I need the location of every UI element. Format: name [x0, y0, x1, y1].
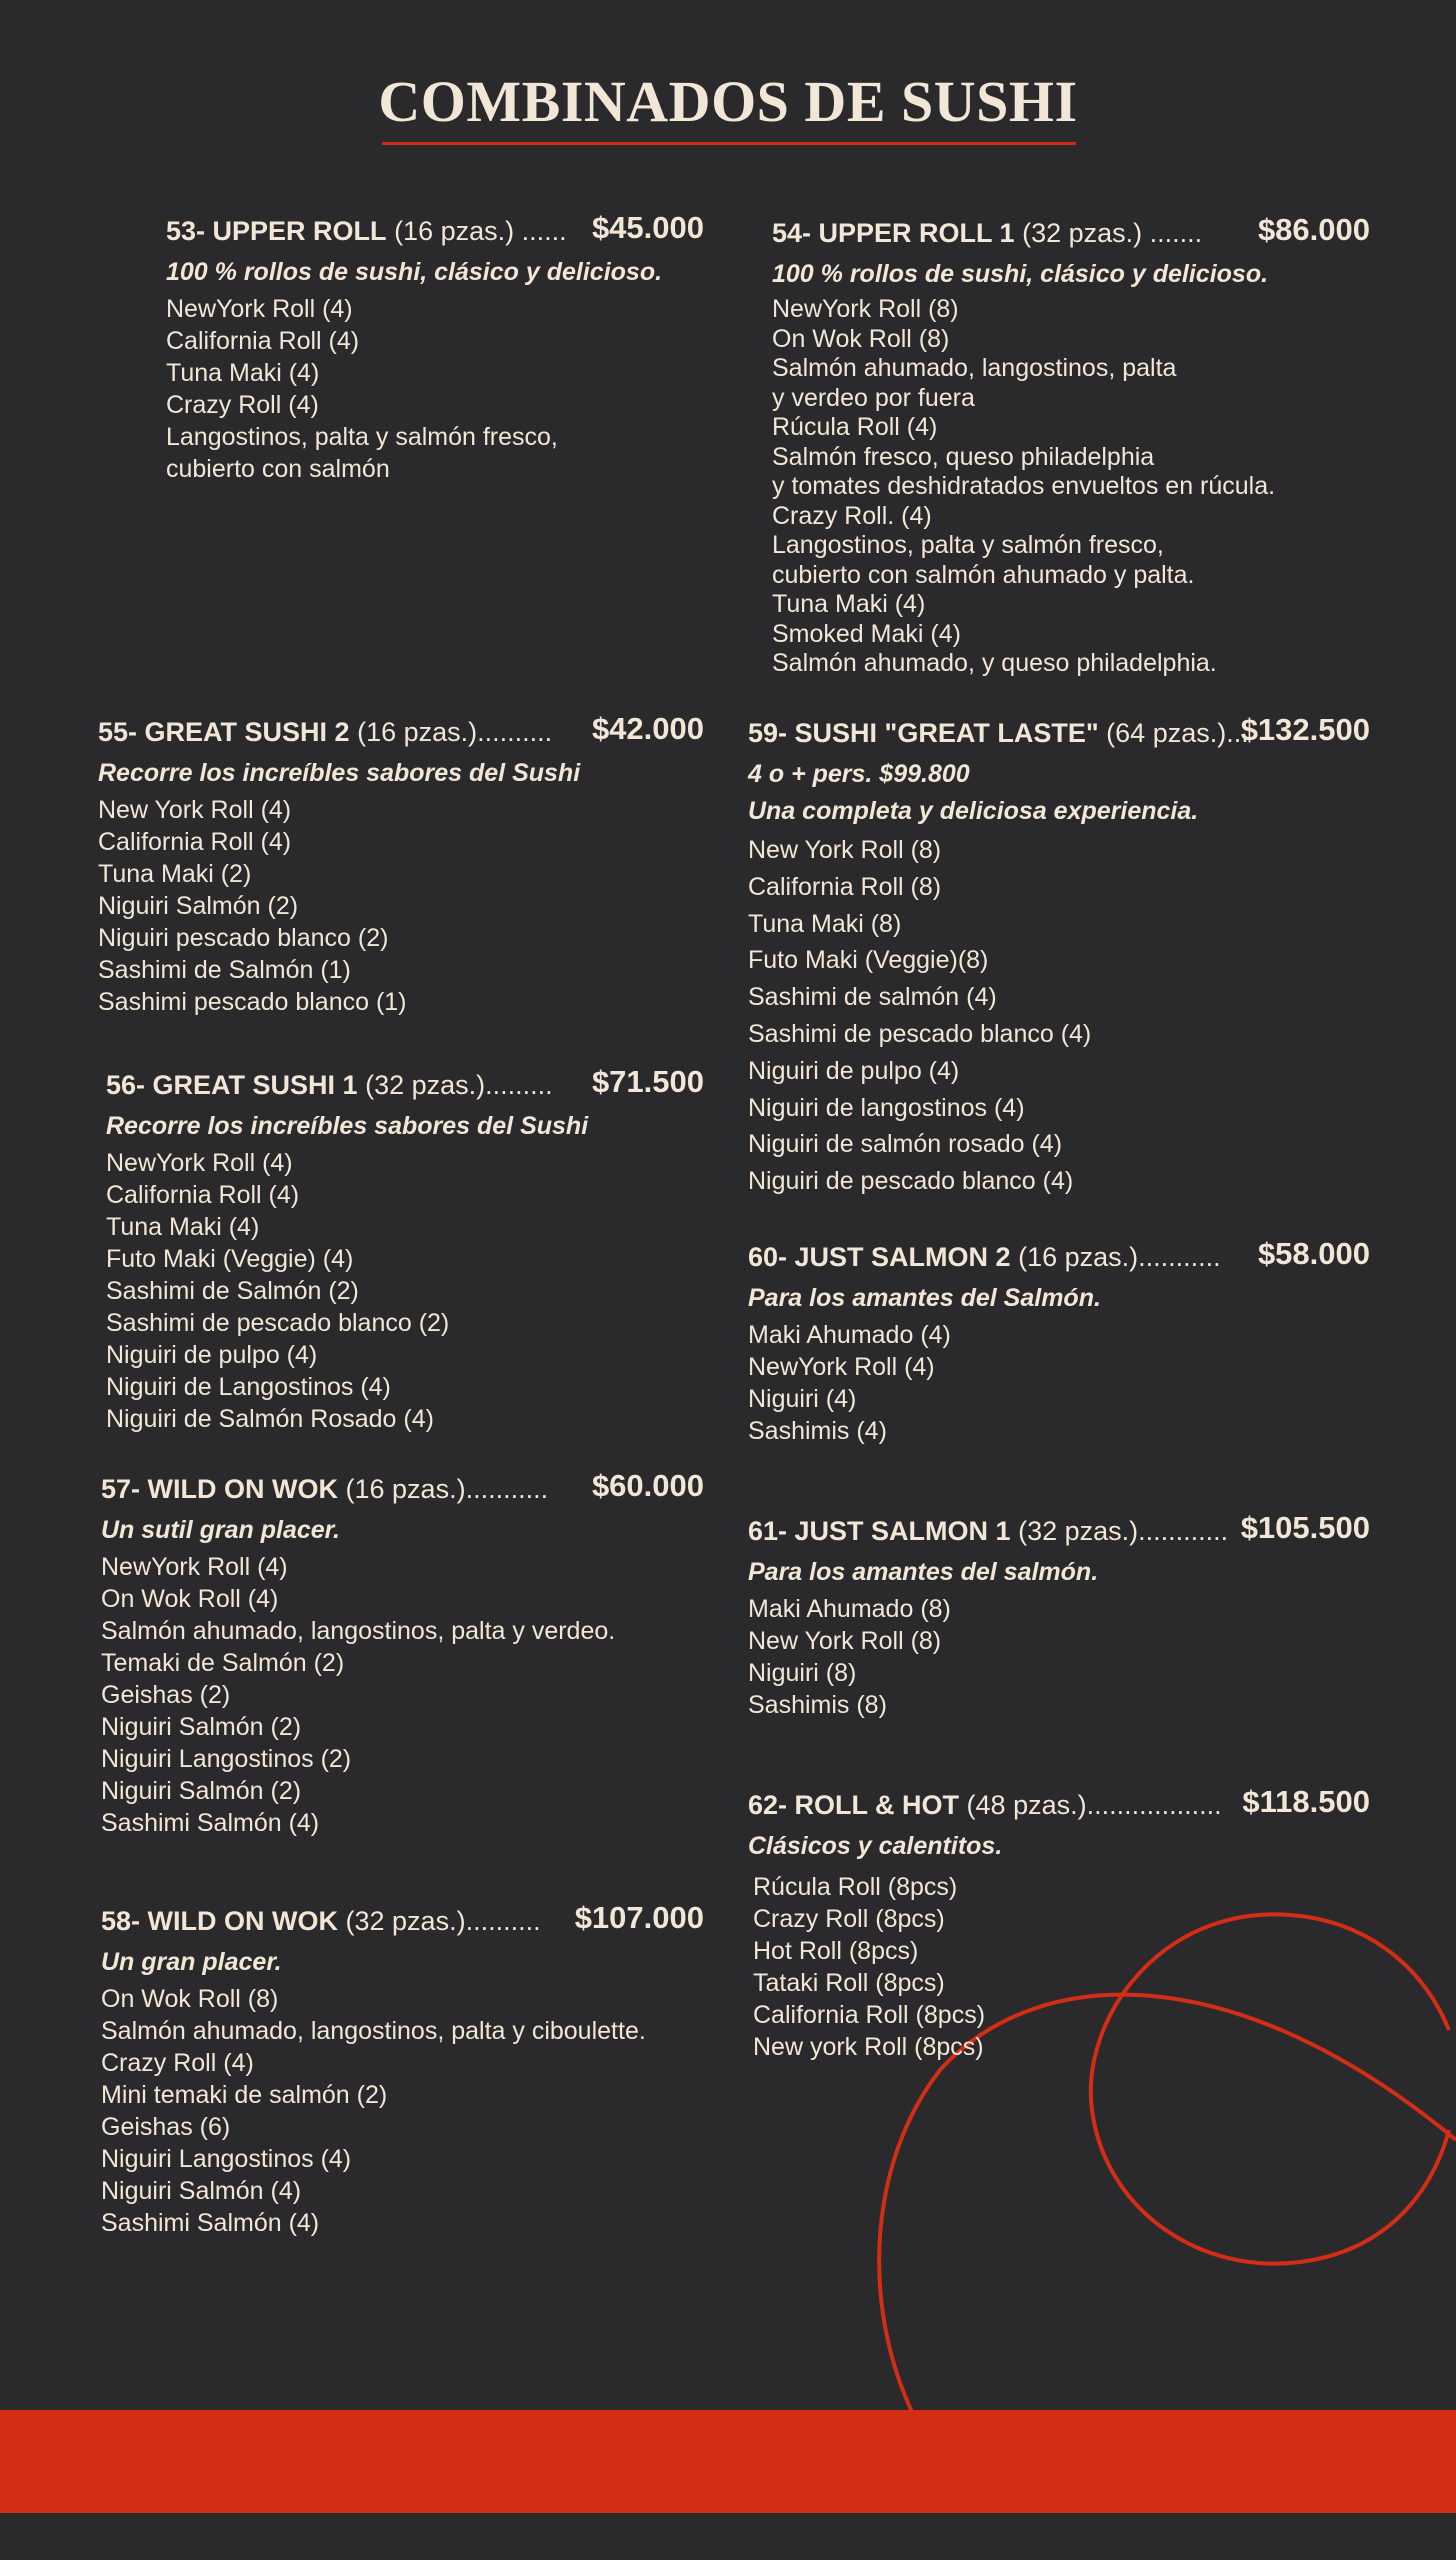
item-name: 56- GREAT SUSHI 1 [106, 1070, 358, 1100]
list-item: Crazy Roll. (4) [772, 501, 932, 530]
list-item: Crazy Roll (8pcs) [753, 1905, 945, 1933]
list-item: On Wok Roll (8) [772, 324, 950, 353]
list-item: Salmón ahumado, langostinos, palta [772, 354, 1177, 382]
item-pieces: (32 pzas.)......... [365, 1070, 553, 1100]
list-item: Rúcula Roll (4) [772, 413, 938, 441]
list-item: cubierto con salmón ahumado y palta. [772, 560, 1195, 589]
item-subtitle: 4 o + pers. $99.800 [748, 760, 970, 788]
list-item: Niguiri de Langostinos (4) [106, 1373, 391, 1401]
item-pieces: (32 pzas.).......... [345, 1906, 541, 1936]
list-item: Sashimi Salmón (4) [101, 2209, 320, 2237]
item-name: 60- JUST SALMON 2 [748, 1242, 1011, 1272]
list-item: Salmón fresco, queso philadelphia [772, 442, 1155, 471]
list-item: Salmón ahumado, langostinos, palta y ciboulette. [101, 2017, 646, 2045]
item-contents [98, 794, 704, 1018]
list-item: Niguiri de pulpo (4) [106, 1341, 318, 1369]
item-price: $105.500 [1240, 1510, 1370, 1545]
list-item: Tuna Maki (4) [106, 1213, 260, 1241]
list-item: Maki Ahumado (4) [748, 1321, 951, 1349]
list-item: Salmón ahumado, y queso philadelphia. [772, 649, 1217, 677]
item-pieces: (16 pzas.)........... [1018, 1242, 1221, 1272]
list-item: Geishas (6) [101, 2113, 231, 2141]
item-pieces: (48 pzas.).................. [966, 1790, 1222, 1820]
list-item: Sashimis (8) [748, 1691, 887, 1719]
list-item: Niguiri Langostinos (2) [101, 1745, 352, 1773]
list-item: On Wok Roll (4) [101, 1585, 279, 1613]
list-item: Tataki Roll (8pcs) [753, 1969, 945, 1997]
list-item: California Roll (4) [166, 327, 360, 355]
list-item: California Roll (8) [748, 872, 942, 901]
list-item: Tuna Maki (4) [166, 359, 320, 387]
item-price: $45.000 [591, 210, 704, 245]
list-item: Niguiri (4) [748, 1385, 857, 1413]
list-item: Sashimis (4) [748, 1417, 887, 1445]
list-item: Crazy Roll (4) [101, 2049, 254, 2077]
list-item: NewYork Roll (8) [772, 295, 959, 323]
item-subtitle: Clásicos y calentitos. [748, 1832, 1003, 1860]
item-name: 62- ROLL & HOT [748, 1790, 960, 1820]
item-price: $60.000 [591, 1468, 704, 1503]
item-pieces: (16 pzas.) ...... [394, 216, 567, 246]
combo-54 [772, 212, 1370, 679]
list-item: Crazy Roll (4) [166, 391, 319, 419]
list-item: Sashimi de Salmón (2) [106, 1277, 359, 1305]
item-contents [748, 1593, 1370, 1721]
list-item: New york Roll (8pcs) [753, 2033, 984, 2061]
item-contents [772, 295, 1370, 679]
combo-56 [106, 1064, 704, 1435]
item-contents [166, 293, 704, 485]
list-item: Niguiri pescado blanco (2) [98, 924, 389, 952]
list-item: Sashimi de pescado blanco (4) [748, 1019, 1092, 1048]
item-subtitle: Para los amantes del Salmón. [748, 1284, 1101, 1312]
item-name: 55- GREAT SUSHI 2 [98, 717, 350, 747]
list-item: Niguiri de pescado blanco (4) [748, 1167, 1074, 1196]
list-item: Futo Maki (Veggie) (4) [106, 1245, 354, 1273]
list-item: Langostinos, palta y salmón fresco, [166, 423, 558, 451]
item-price: $71.500 [591, 1064, 704, 1099]
list-item: Tuna Maki (2) [98, 860, 252, 888]
combo-62 [748, 1784, 1370, 2063]
list-item: y tomates deshidratados envueltos en rúcula. [772, 472, 1276, 500]
list-item: Niguiri (8) [748, 1659, 857, 1687]
combo-58 [101, 1900, 704, 2239]
list-item: Niguiri de Salmón Rosado (4) [106, 1405, 434, 1433]
list-item: California Roll (4) [98, 828, 292, 856]
list-item: Tuna Maki (4) [772, 590, 926, 618]
item-name: 53- UPPER ROLL [166, 216, 387, 246]
item-subtitle: Recorre los increíbles sabores del Sushi [106, 1112, 589, 1140]
list-item: Sashimi de pescado blanco (2) [106, 1309, 450, 1337]
item-subtitle: Recorre los increíbles sabores del Sushi [98, 759, 581, 787]
combo-61 [748, 1510, 1370, 1721]
list-item: y verdeo por fuera [772, 383, 975, 412]
list-item: Smoked Maki (4) [772, 619, 961, 648]
item-pieces: (32 pzas.) ....... [1022, 218, 1203, 248]
list-item: Niguiri de salmón rosado (4) [748, 1130, 1063, 1159]
list-item: California Roll (4) [106, 1181, 300, 1209]
list-item: Rúcula Roll (8pcs) [753, 1873, 958, 1901]
item-contents [748, 1319, 1370, 1447]
list-item: New York Roll (8) [748, 1627, 942, 1655]
list-item: NewYork Roll (4) [166, 295, 353, 323]
list-item: NewYork Roll (4) [106, 1149, 293, 1177]
item-name: 61- JUST SALMON 1 [748, 1516, 1011, 1546]
list-item: Niguiri Salmón (2) [101, 1713, 302, 1741]
item-name: 57- WILD ON WOK [101, 1474, 338, 1504]
list-item: Niguiri Salmón (4) [101, 2177, 302, 2205]
list-item: Sashimi pescado blanco (1) [98, 988, 407, 1016]
list-item: NewYork Roll (4) [748, 1353, 935, 1381]
item-pieces: (16 pzas.).......... [357, 717, 553, 747]
combo-60 [748, 1236, 1370, 1447]
item-price: $132.500 [1240, 712, 1370, 747]
combo-53 [166, 210, 704, 485]
list-item: Sashimi Salmón (4) [101, 1809, 320, 1837]
item-name: 59- SUSHI "GREAT LASTE" [748, 718, 1099, 748]
combo-59 [748, 712, 1370, 1200]
item-contents [101, 1551, 704, 1839]
list-item: NewYork Roll (4) [101, 1553, 288, 1581]
list-item: Niguiri Salmón (2) [98, 892, 299, 920]
footer-band [0, 2410, 1456, 2513]
item-price: $107.000 [574, 1900, 704, 1935]
list-item: Salmón ahumado, langostinos, palta y verdeo. [101, 1617, 616, 1645]
list-item: New York Roll (8) [748, 836, 942, 864]
item-subtitle: Un gran placer. [101, 1948, 282, 1976]
list-item: New York Roll (4) [98, 796, 292, 824]
list-item: Sashimi de salmón (4) [748, 983, 997, 1012]
list-item: Geishas (2) [101, 1681, 231, 1709]
item-contents [748, 1871, 1370, 2063]
list-item: Langostinos, palta y salmón fresco, [772, 531, 1164, 559]
item-pieces: (32 pzas.)............ [1018, 1516, 1229, 1546]
item-name: 58- WILD ON WOK [101, 1906, 338, 1936]
list-item: Niguiri Salmón (2) [101, 1777, 302, 1805]
list-item: California Roll (8pcs) [753, 2001, 986, 2029]
item-contents [101, 1983, 704, 2239]
item-price: $42.000 [591, 711, 704, 746]
item-subtitle: Para los amantes del salmón. [748, 1558, 1099, 1586]
list-item: Temaki de Salmón (2) [101, 1649, 345, 1677]
item-subtitle: 100 % rollos de sushi, clásico y delicioso. [772, 260, 1269, 288]
item-subtitle: 100 % rollos de sushi, clásico y delicioso. [166, 258, 663, 286]
item-subtitle: Un sutil gran placer. [101, 1516, 340, 1544]
page-title: COMBINADOS DE SUSHI [378, 69, 1078, 134]
list-item: On Wok Roll (8) [101, 1985, 279, 2013]
list-item: Niguiri de pulpo (4) [748, 1056, 960, 1085]
combo-57 [101, 1468, 704, 1839]
list-item: Niguiri de langostinos (4) [748, 1093, 1025, 1122]
list-item: cubierto con salmón [166, 455, 390, 483]
item-subtitle-secondary: Una completa y deliciosa experiencia. [748, 797, 1199, 825]
list-item: Mini temaki de salmón (2) [101, 2081, 388, 2109]
list-item: Maki Ahumado (8) [748, 1595, 951, 1623]
item-price: $118.500 [1242, 1784, 1370, 1819]
item-contents [106, 1147, 704, 1435]
list-item: Niguiri Langostinos (4) [101, 2145, 352, 2173]
list-item: Sashimi de Salmón (1) [98, 956, 351, 984]
list-item: Futo Maki (Veggie)(8) [748, 946, 989, 975]
item-pieces: (64 pzas.)... [1106, 718, 1249, 748]
combo-55 [98, 711, 704, 1018]
item-contents [748, 832, 1370, 1200]
list-item: Tuna Maki (8) [748, 909, 902, 938]
list-item: Hot Roll (8pcs) [753, 1937, 919, 1965]
item-name: 54- UPPER ROLL 1 [772, 218, 1015, 248]
item-pieces: (16 pzas.)........... [345, 1474, 549, 1504]
item-price: $58.000 [1257, 1236, 1370, 1271]
item-price: $86.000 [1257, 212, 1370, 247]
